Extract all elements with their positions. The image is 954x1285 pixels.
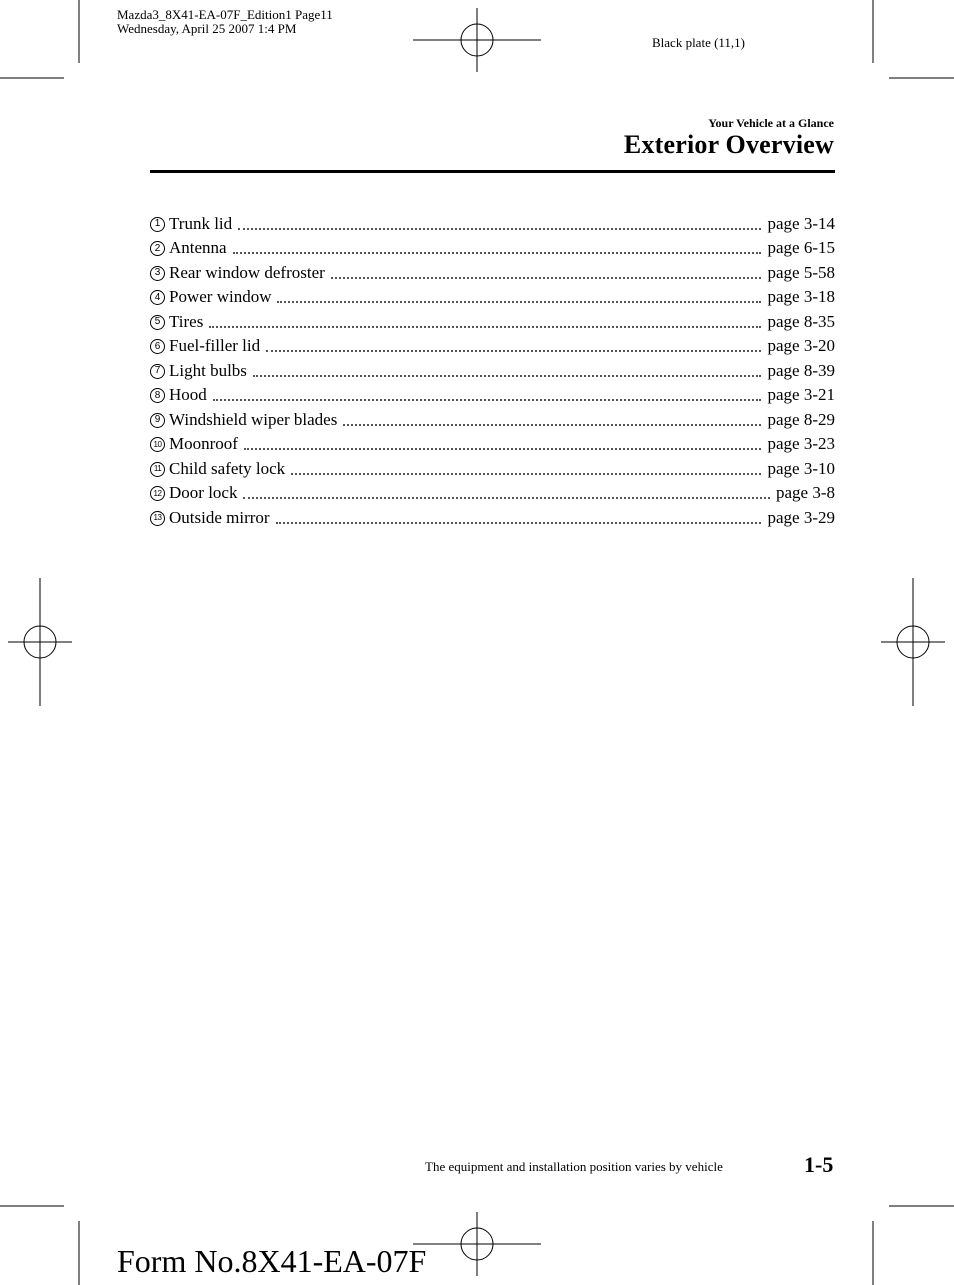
page-title: Exterior Overview (623, 130, 834, 159)
item-label: Hood (169, 385, 207, 404)
print-meta-date: Wednesday, April 25 2007 1:4 PM (117, 21, 297, 36)
item-number-badge: 8 (150, 388, 165, 403)
page-reference: page 3-14 (767, 213, 835, 233)
item-label: Tires (169, 311, 204, 331)
title-rule (150, 170, 835, 173)
page-reference: page 8-29 (767, 409, 835, 429)
exterior-parts-list (150, 209, 835, 528)
dot-leader (277, 300, 761, 303)
registration-target-left (8, 578, 72, 706)
item-label: Door lock (169, 483, 238, 502)
item-label: Light bulbs (169, 360, 247, 380)
list-item (150, 405, 835, 430)
dot-leader (276, 521, 762, 524)
dot-leader (238, 227, 761, 230)
dot-leader (291, 472, 761, 475)
list-item (150, 258, 835, 283)
page-reference: page 3-21 (767, 385, 835, 404)
item-number-badge: 7 (150, 364, 165, 379)
item-number-badge: 1 (150, 217, 165, 232)
item-label: Trunk lid (169, 213, 233, 233)
item-number-badge: 13 (150, 511, 165, 526)
item-label: Fuel-filler lid (169, 336, 261, 355)
list-item (150, 283, 835, 308)
dot-leader (266, 349, 761, 352)
page-reference: page 3-20 (767, 336, 835, 355)
print-meta (117, 8, 333, 36)
item-number-badge: 3 (150, 266, 165, 281)
dot-leader (209, 325, 761, 328)
item-label: Child safety lock (169, 458, 286, 478)
item-label: Windshield wiper blades (169, 409, 338, 429)
list-item (150, 454, 835, 479)
list-item (150, 209, 835, 234)
dot-leader (253, 374, 762, 377)
registration-target-right (881, 578, 945, 706)
list-item (150, 332, 835, 357)
item-label: Rear window defroster (169, 262, 325, 282)
dot-leader (233, 251, 762, 254)
list-item (150, 307, 835, 332)
item-number-badge: 2 (150, 241, 165, 256)
registration-target-bottom (413, 1212, 541, 1276)
item-label: Antenna (169, 238, 227, 257)
item-label: Outside mirror (169, 507, 270, 527)
list-item (150, 479, 835, 504)
item-number-badge: 6 (150, 339, 165, 354)
plate-label: Black plate (11,1) (652, 35, 746, 50)
form-number: Form No.8X41-EA-07F (117, 1243, 427, 1279)
list-item (150, 234, 835, 259)
item-label: Moonroof (169, 434, 238, 453)
item-number-badge: 10 (150, 437, 165, 452)
page-reference: page 8-39 (767, 360, 835, 380)
item-number-badge: 9 (150, 413, 165, 428)
page-reference: page 3-8 (775, 483, 835, 502)
item-number-badge: 12 (150, 486, 165, 501)
page-reference: page 3-23 (767, 434, 835, 453)
page-reference: page 8-35 (767, 311, 835, 331)
list-item (150, 381, 835, 406)
item-number-badge: 4 (150, 290, 165, 305)
dot-leader (213, 398, 762, 401)
item-number-badge: 11 (150, 462, 165, 477)
dot-leader (243, 496, 770, 499)
item-label: Power window (169, 287, 272, 306)
list-item (150, 356, 835, 381)
page-reference: page 6-15 (767, 238, 835, 257)
page-reference: page 3-29 (767, 507, 835, 527)
list-item (150, 430, 835, 455)
page-reference: page 3-10 (767, 458, 835, 478)
page-reference: page 5-58 (767, 262, 835, 282)
item-number-badge: 5 (150, 315, 165, 330)
page-number: 1-5 (804, 1152, 834, 1177)
list-item (150, 503, 835, 528)
registration-target-top (413, 8, 541, 72)
dot-leader (343, 423, 761, 426)
section-label: Your Vehicle at a Glance (708, 116, 834, 130)
print-meta-file: Mazda3_8X41-EA-07F_Edition1 Page11 (117, 7, 333, 22)
dot-leader (331, 276, 762, 279)
footer-note: The equipment and installation position varies by vehicle (425, 1159, 723, 1174)
dot-leader (244, 447, 762, 450)
page-reference: page 3-18 (767, 287, 835, 306)
